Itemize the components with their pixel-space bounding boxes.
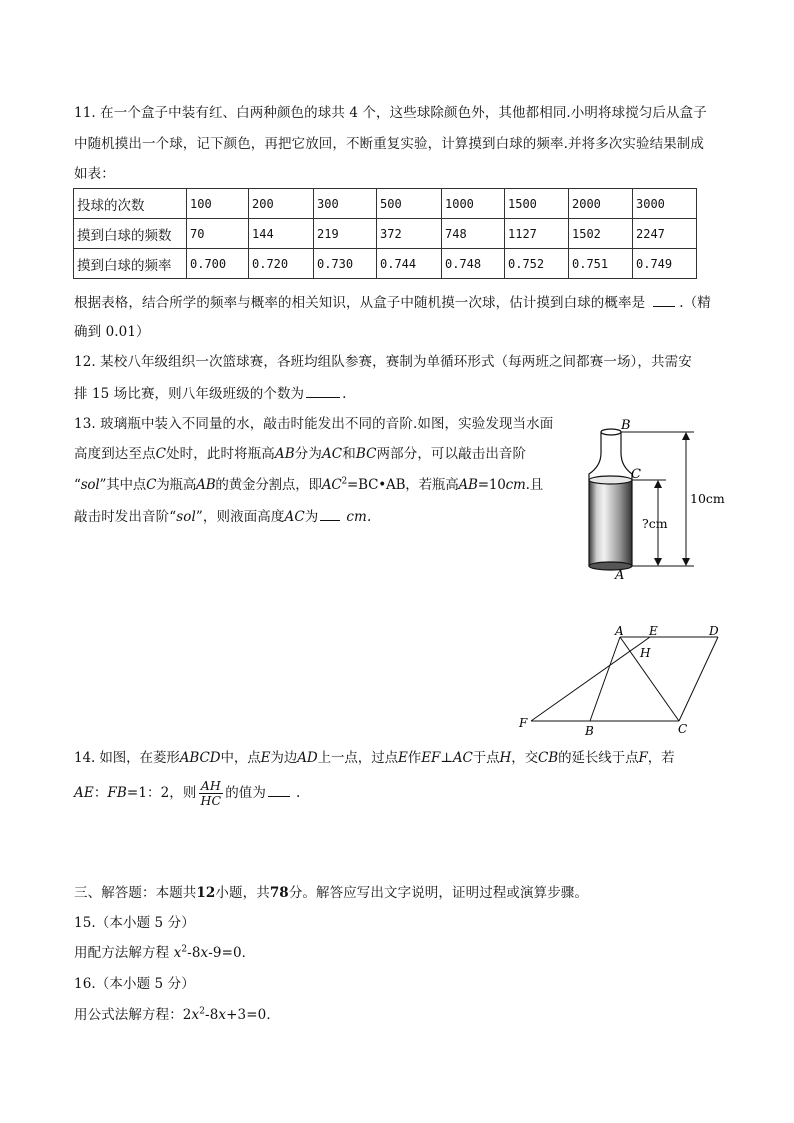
table-cell: 1000 [442,189,505,219]
q13-line-2 [74,445,526,463]
label-F: F [519,716,528,730]
table-cell: 0.730 [314,249,377,279]
table-cell: 摸到白球的频数 [74,219,187,249]
segment-EF [531,637,650,721]
text: 作 [407,750,422,766]
frequency-table [73,188,697,279]
text: 的延长线于点 [558,750,639,766]
table-cell: 摸到白球的频率 [74,249,187,279]
table-cell: 219 [314,219,377,249]
note-name: sol [80,477,100,493]
q12-line-1: 12. 某校八年级组织一次篮球赛，各班均组队参赛，赛制为单循环形式（每两班之间都赛一场），共需安 [74,354,692,370]
exponent: 2 [199,1006,206,1017]
water-column [589,480,632,566]
text: 于点 [472,750,500,766]
label-water-height: ?cm [642,516,668,531]
variable: x [191,1007,200,1023]
variable: x [218,1007,227,1023]
q11-conclusion [74,293,711,312]
q14-line-1 [74,749,675,767]
variable: x [200,945,209,961]
table-cell: 70 [187,219,249,249]
table-cell: 748 [442,219,505,249]
fraction-numerator: AH [199,779,224,794]
answer-blank[interactable] [306,384,340,398]
table-cell: 1127 [505,219,569,249]
point-label: H [499,750,512,766]
text: 12 [196,885,216,901]
q11-conclusion-tail: .（精 [679,295,711,311]
unit: cm [505,477,526,493]
table-cell: 500 [377,189,442,219]
q15-header: 15.（本小题 5 分） [74,915,195,931]
table-cell: 2247 [633,219,697,249]
q12-line-2 [74,384,347,403]
label-B: B [621,418,631,433]
segment-DC [679,637,718,721]
text: . [296,785,301,801]
text: 两部分，可以敲击出音阶 [376,446,527,462]
text: 的黄金分割点，即 [215,477,322,493]
text: 用公式法解方程：2 [74,1007,192,1023]
section-3-heading [74,884,588,902]
text: 78 [269,885,289,901]
table-cell: 3000 [633,189,697,219]
text: 和 [342,446,356,462]
label-A: A [615,624,624,638]
text: 小题，共 [215,885,270,901]
bottle-base [589,562,632,570]
rhombus-figure [515,622,725,737]
text: -8 [187,945,201,961]
bottle-figure [572,412,732,587]
table-cell: 2000 [569,189,633,219]
table-cell: 144 [249,219,314,249]
segment-label: AB [458,477,478,493]
point-label: E [260,750,271,766]
label-C: C [678,722,688,736]
table-row [74,249,697,279]
q11-line-3: 如表： [74,166,115,182]
text: 高度到达至点 [74,446,156,462]
q12-line-2-tail: . [342,386,347,402]
q16-body [74,1006,280,1024]
text: 中，点 [220,750,261,766]
q11-line-1: 11. 在一个盒子中装有红、白两种颜色的球共 4 个，这些球除颜色外，其他都相同.小明将球搅匀后从盒子 [74,105,707,121]
text: 的值为 [225,785,266,801]
text: ，若 [647,750,675,766]
segment-label: EF [421,750,441,766]
q11-conclusion-text: 根据表格，结合所学的频率与概率的相关知识，从盒子中随机摸一次球，估计摸到白球的概率是 [74,295,646,311]
text: 分。解答应写出文字说明，证明过程或演算步骤。 [288,885,589,901]
segment-label: AC [321,477,342,493]
text: 敲击时发出音阶“ [74,509,177,525]
text: 为瓶高 [156,477,197,493]
segment-label: BC [355,446,377,462]
q14-line-2 [74,776,300,810]
q15-body [74,944,255,962]
segment-label: AB [196,477,216,493]
q16-header: 16.（本小题 5 分） [74,976,195,992]
point-label: F [638,750,648,766]
fraction-denominator: HC [200,793,222,808]
table-cell: 0.749 [633,249,697,279]
text: 用配方法解方程 [74,945,170,961]
q13-line-4 [74,507,371,526]
q11-precision: 确到 0.01） [74,324,150,340]
table-cell: 200 [249,189,314,219]
table-cell: 投球的次数 [74,189,187,219]
text: 三、解答题：本题共 [74,885,197,901]
text: =1：2，则 [126,785,197,801]
table-cell: 1502 [569,219,633,249]
q11-line-2: 中随机摸出一个球，记下颜色，再把它放回，不断重复实验，计算摸到白球的频率.并将多次实验结果制成 [74,136,704,152]
table-cell: 1500 [505,189,569,219]
text: =BC•AB，若瓶高 [347,477,459,493]
text: ，交 [511,750,539,766]
segment-label: AB [274,446,295,462]
table-cell: 0.744 [377,249,442,279]
text: 为边 [270,750,298,766]
text: ⊥ [440,750,453,766]
table-cell: 300 [314,189,377,219]
variable: x [173,945,182,961]
bottle-mouth [601,429,621,435]
label-A: A [615,568,625,583]
text: “ [74,477,81,493]
q12-line-2-text: 排 15 场比赛，则八年级班级的个数为 [74,386,305,402]
text: 分为 [294,446,322,462]
note-name: sol [176,509,196,525]
text: ”，则液面高度 [195,509,285,525]
q13-line-1: 13. 玻璃瓶中装入不同量的水，敲击时能发出不同的音阶.如图，实验发现当水面 [74,416,554,432]
label-B: B [585,724,594,738]
segment-label: AC [284,509,305,525]
table-cell: 0.751 [569,249,633,279]
segment-label: CB [538,750,559,766]
bottle-neck [589,432,632,480]
text: =10 [477,477,506,493]
water-surface [589,476,632,484]
label-H: H [640,646,651,660]
label-E: E [649,624,658,638]
label-total-height: 10cm [690,491,725,506]
answer-blank[interactable] [320,507,340,521]
segment-label: AD [297,750,318,766]
label-C: C [631,467,641,482]
text: -8 [205,1007,219,1023]
unit: cm. [346,509,372,525]
segment-AB [590,637,620,721]
text: 14. 如图，在菱形 [74,750,180,766]
shape-label: ABCD [179,750,221,766]
segment-label: AC [452,750,473,766]
segment-label: FB [107,785,127,801]
text: +3=0． [226,1007,280,1023]
table-cell: 372 [377,219,442,249]
table-cell: 0.748 [442,249,505,279]
answer-blank[interactable] [653,293,675,307]
fraction-AH-HC [199,779,224,808]
point-label: E [398,750,408,766]
exponent: 2 [181,944,188,955]
answer-blank[interactable] [268,783,290,797]
table-cell: 100 [187,189,249,219]
text: ： [93,785,108,801]
table-cell: 0.700 [187,249,249,279]
table-row [74,189,697,219]
table-row [74,219,697,249]
label-D: D [709,624,719,638]
segment-label: AC [321,446,343,462]
text: 处时，此时将瓶高 [166,446,275,462]
text: -9=0． [208,945,256,961]
text: .且 [525,477,544,493]
table-cell: 0.720 [249,249,314,279]
text: 为 [304,509,319,525]
q13-line-3: “sol”其中点C为瓶高AB的黄金分割点，即$AC^2=BC•AB$，若瓶高AB=10cm.且 [74,476,544,493]
text: ”其中点 [99,477,147,493]
segment-label: AE [74,785,94,801]
text: 上一点，过点 [317,750,399,766]
point-label: C [146,477,157,493]
point-label: C [155,446,167,462]
table-cell: 0.752 [505,249,569,279]
